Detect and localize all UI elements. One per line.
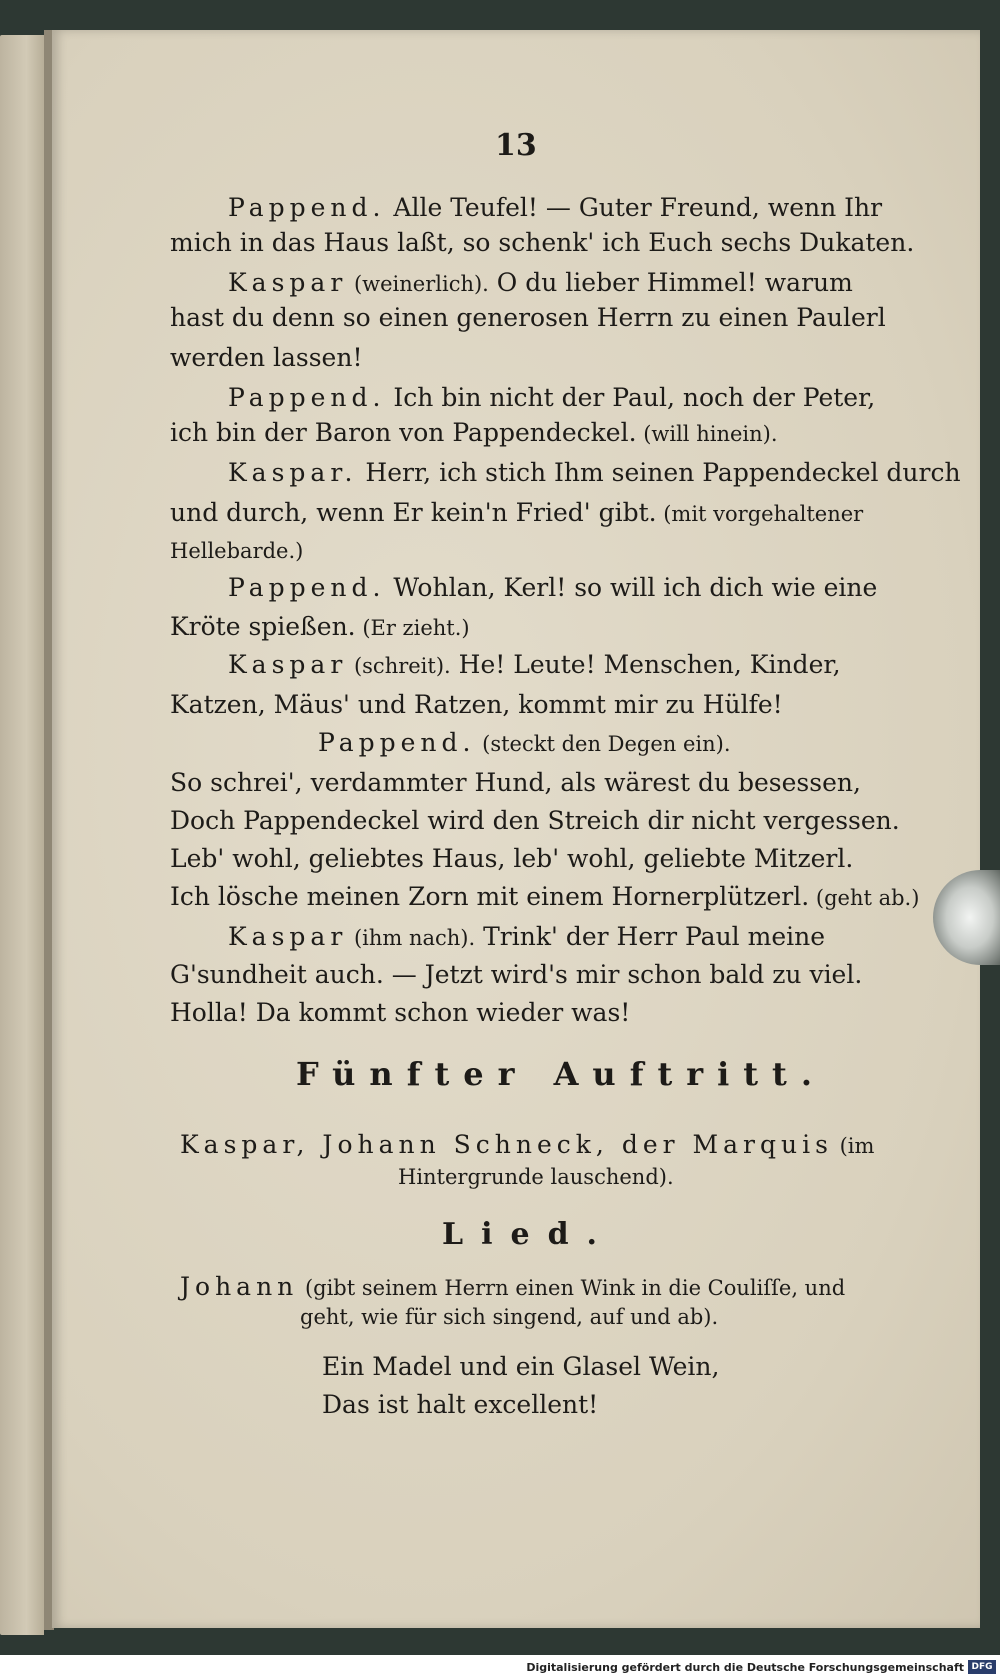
line-text: Trink' der Herr Paul meine (475, 922, 826, 951)
stage-direction: (Er zieht.) (355, 616, 470, 640)
line-text: mich in das Haus laßt, so schenk' ich Euch sechs Dukaten. (170, 228, 915, 257)
johann-speaker: Johann (180, 1272, 299, 1301)
dialogue-line (170, 960, 862, 989)
stage-direction: (mit vorgehaltener (656, 502, 864, 526)
dialogue-line (228, 193, 882, 222)
speaker-name: Pappend. (228, 193, 386, 222)
stage-direction: (schreit). (347, 654, 451, 678)
song-line-2: Das ist halt excellent! (322, 1390, 599, 1419)
cast-names: Kaspar, Johann Schneck, der Marquis (180, 1130, 833, 1159)
speaker-name: Kaspar (228, 268, 348, 297)
stage-direction: (will hinein). (636, 422, 778, 446)
line-text: ich bin der Baron von Pappendeckel. (170, 418, 637, 447)
speaker-name: Kaspar (228, 922, 348, 951)
line-text: O du lieber Himmel! warum (488, 268, 853, 297)
scene-heading: Fünfter Auftritt. (296, 1055, 826, 1093)
dialogue-line (228, 458, 961, 487)
line-text: Leb' wohl, geliebtes Haus, leb' wohl, geliebte Mitzerl. (170, 844, 854, 873)
line-text: Katzen, Mäus' und Ratzen, kommt mir zu Hülfe! (170, 690, 783, 719)
speaker-name: Kaspar (228, 650, 348, 679)
dialogue-line (170, 612, 470, 641)
stage-direction: (steckt den Degen ein). (475, 732, 731, 756)
stage-direction: (geht ab.) (809, 886, 920, 910)
dialogue-line (170, 768, 861, 797)
dialogue-line (170, 535, 303, 564)
line-text: He! Leute! Menschen, Kinder, (450, 650, 841, 679)
dialogue-line (170, 498, 863, 527)
dialogue-line (170, 690, 783, 719)
line-text: Alle Teufel! — Guter Freund, wenn Ihr (385, 193, 883, 222)
line-text: Herr, ich stich Ihm seinen Pappendeckel durch (357, 458, 961, 487)
page-number: 13 (495, 128, 537, 163)
dialogue-line (228, 383, 875, 412)
line-text: G'sundheit auch. — Jetzt wird's mir schon bald zu viel. (170, 960, 863, 989)
dialogue-line (170, 228, 914, 257)
stage-direction: (weinerlich). (347, 272, 489, 296)
dialogue-line (170, 303, 886, 332)
dialogue-line (228, 573, 877, 602)
stage-direction: Hellebarde.) (170, 539, 304, 563)
line-text: werden lassen! (170, 343, 363, 372)
cast-line (180, 1130, 874, 1159)
dialogue-line (170, 882, 919, 911)
speaker-name: Pappend. (318, 728, 476, 757)
line-text: hast du denn so einen generosen Herrn zu einen Paulerl (170, 303, 886, 332)
line-text: und durch, wenn Er kein'n Fried' gibt. (170, 498, 657, 527)
line-text: Kröte spießen. (170, 612, 356, 641)
johann-direction-cont: geht, wie für sich singend, auf und ab). (300, 1305, 719, 1329)
dialogue-line (318, 728, 731, 757)
footer-credit: Digitalisierung gefördert durch die Deutsche Forschungsgemeinschaft (526, 1661, 964, 1674)
speaker-name: Pappend. (228, 573, 386, 602)
stage-direction: (ihm nach). (347, 926, 476, 950)
dialogue-line (228, 650, 841, 679)
johann-line (180, 1272, 845, 1301)
dfg-logo: DFG (968, 1660, 996, 1674)
johann-direction: (gibt seinem Herrn einen Wink in die Couliſſe, und (298, 1276, 846, 1300)
dialogue-line (170, 844, 853, 873)
song-line-1: Ein Madel und ein Glasel Wein, (322, 1352, 720, 1381)
dialogue-line (170, 343, 363, 372)
cast-direction-cont: Hintergrunde lauschend). (398, 1165, 674, 1189)
dialogue-line (170, 806, 900, 835)
dialogue-line (228, 268, 853, 297)
line-text: Ich bin nicht der Paul, noch der Peter, (385, 383, 876, 412)
speaker-name: Pappend. (228, 383, 386, 412)
line-text: Ich lösche meinen Zorn mit einem Hornerplützerl. (170, 882, 810, 911)
line-text: Doch Pappendeckel wird den Streich dir nicht vergessen. (170, 806, 900, 835)
dialogue-line (228, 922, 825, 951)
footer-bar (0, 1655, 1000, 1677)
cast-direction: (im (832, 1134, 875, 1158)
lied-heading: Lied. (442, 1217, 615, 1252)
dialogue-line (170, 998, 630, 1027)
line-text: Holla! Da kommt schon wieder was! (170, 998, 631, 1027)
speaker-name: Kaspar. (228, 458, 358, 487)
line-text: So schrei', verdammter Hund, als wärest du besessen, (170, 768, 861, 797)
line-text: Wohlan, Kerl! so will ich dich wie eine (385, 573, 878, 602)
dialogue-line (170, 418, 778, 447)
previous-page-edge (0, 35, 44, 1635)
